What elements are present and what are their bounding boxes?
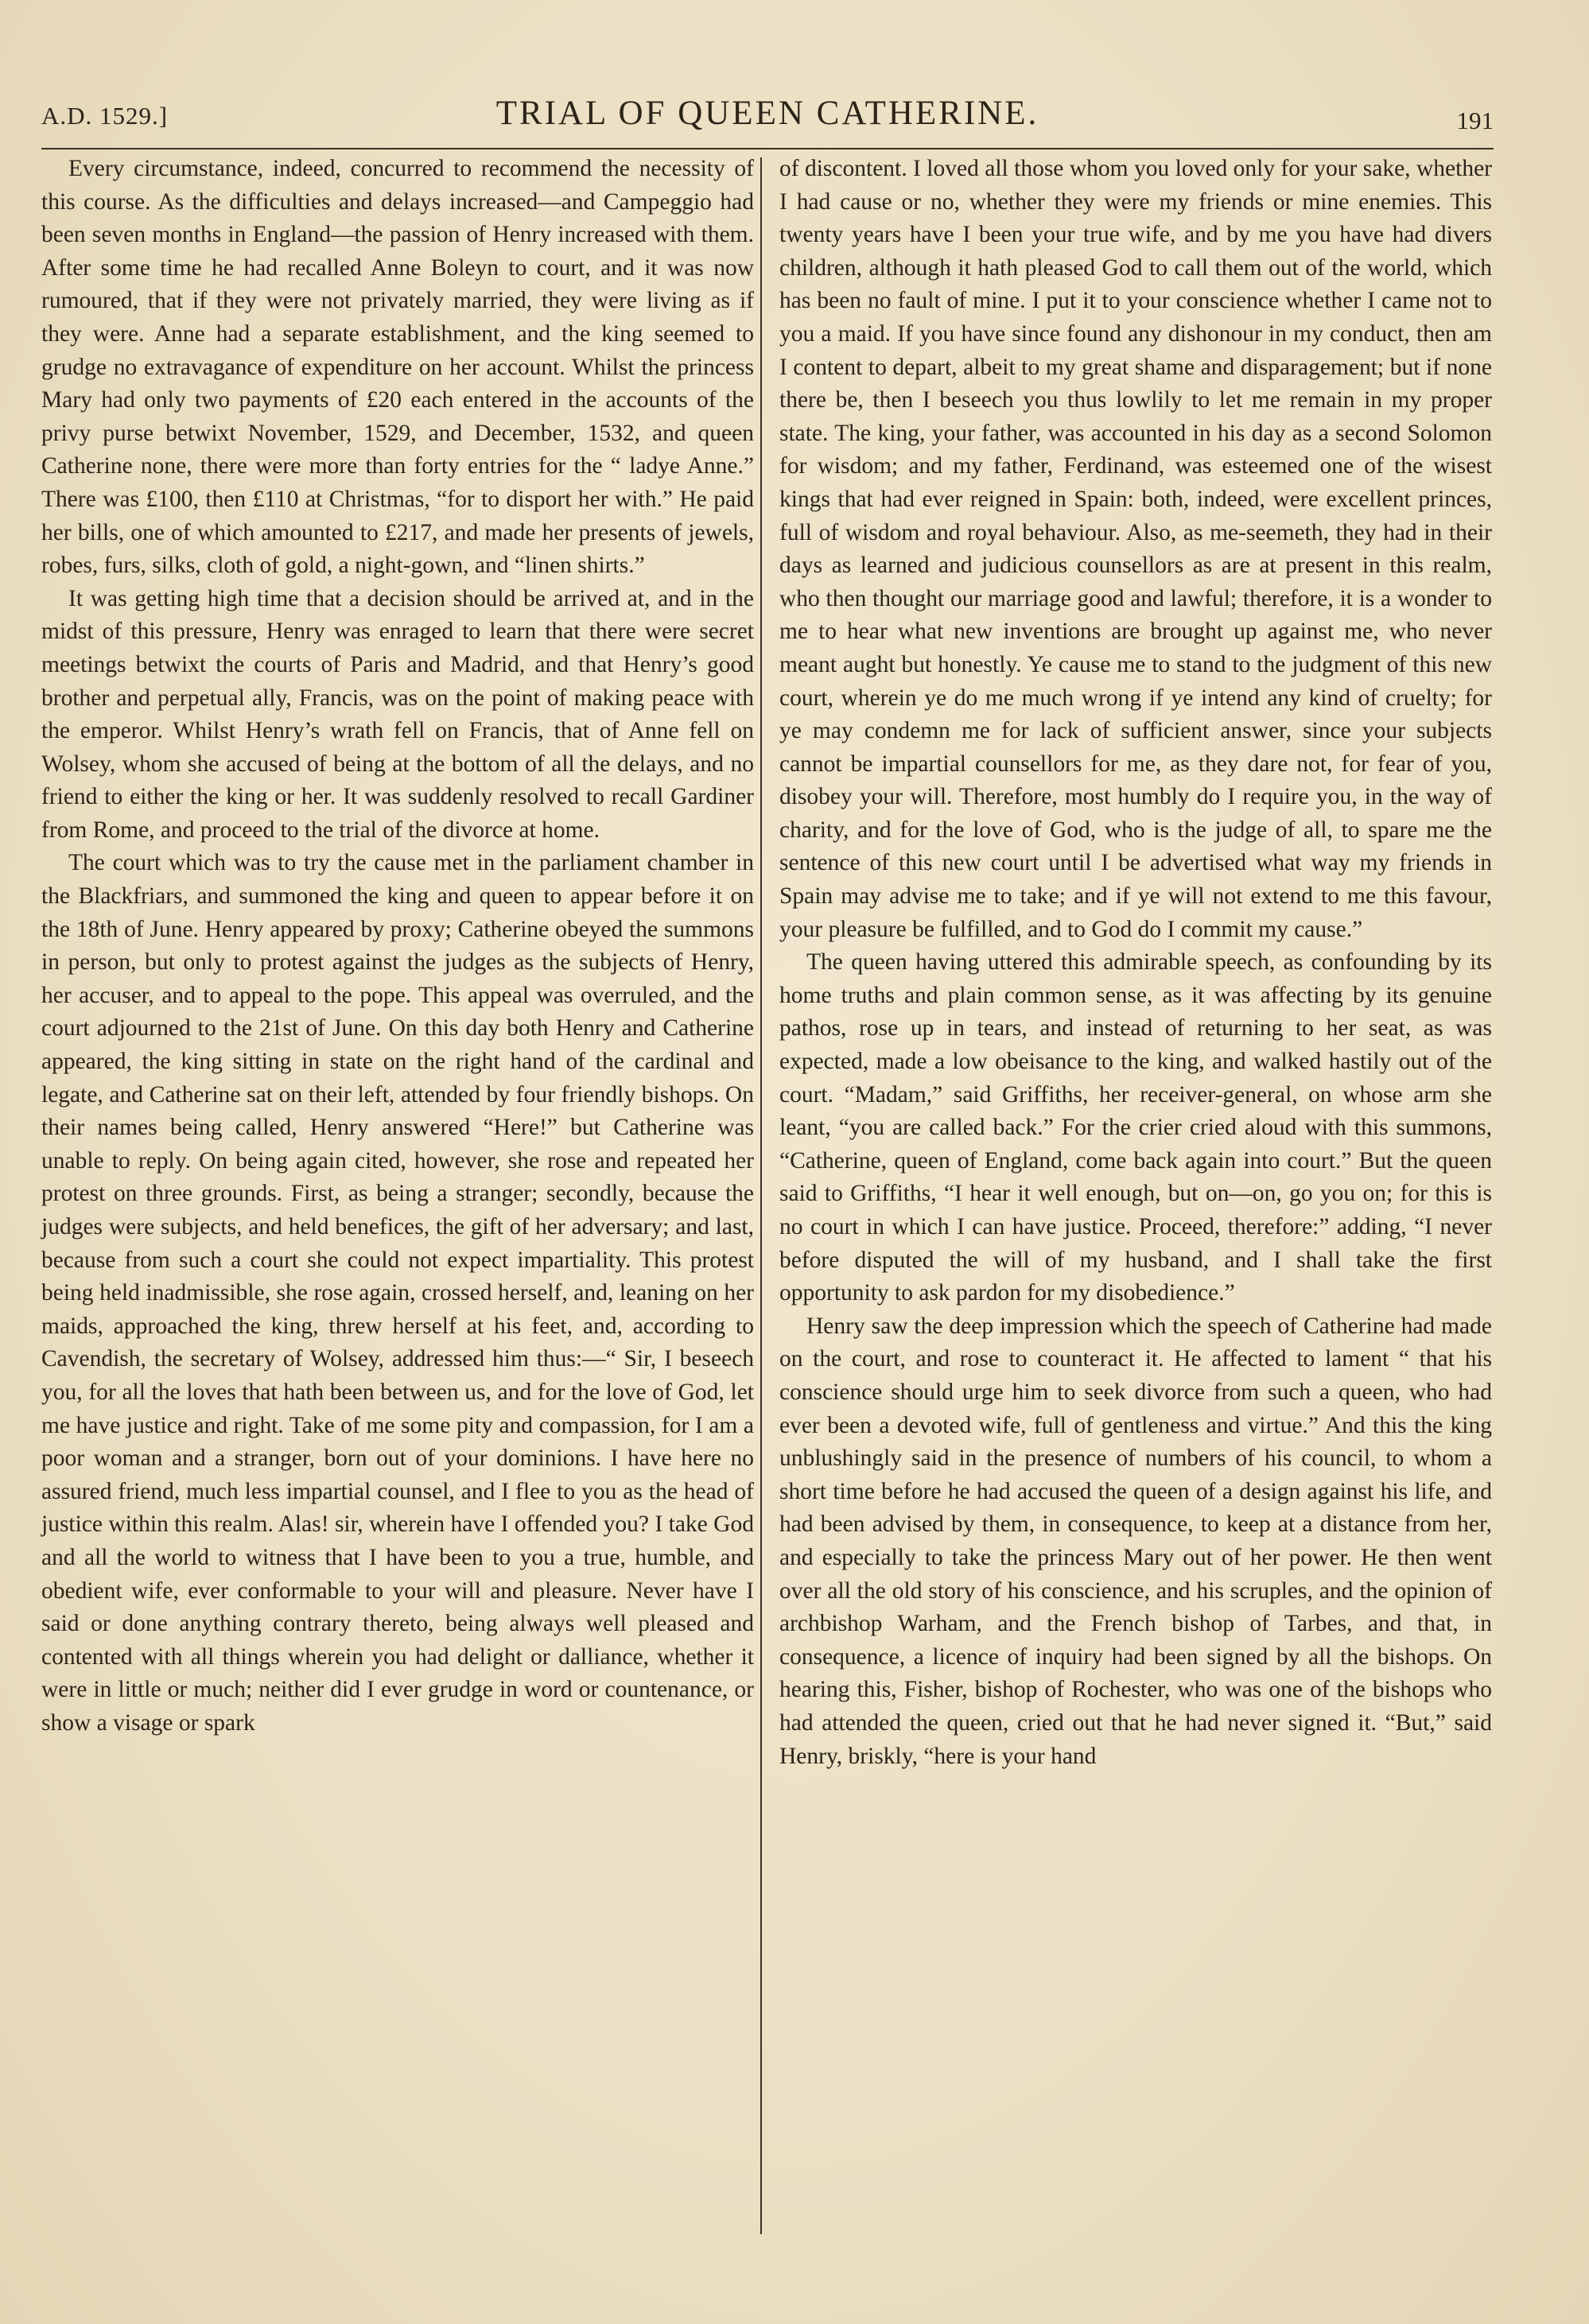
right-column — [779, 153, 1492, 1773]
running-head — [41, 94, 1494, 142]
left-column — [41, 153, 754, 1740]
column-divider — [760, 157, 762, 2234]
page-number: 191 — [1456, 107, 1494, 134]
header-rule — [41, 148, 1494, 149]
paragraph: Every circumstance, indeed, concurred to recommend the necessity of this course. As the difficulties and delays increased—and Campeggio had been seven months in England—the passion of Henry increased with them. After some time he had recalled Anne Boleyn to court, and it was now rumoured, that if they were not privately married, they were living as if they were. Anne had a separate establishment, and the king seemed to grudge no extravagance of expenditure on her account. Whilst the princess Mary had only two payments of £20 each entered in the accounts of the privy purse betwixt November, 1529, and December, 1532, and queen Catherine none, there were more than forty entries for the “ ladye Anne.” There was £100, then £110 at Christmas, “for to disport her with.” He paid her bills, one of which amounted to £217, and made her presents of jewels, robes, furs, silks, cloth of gold, a night-gown, and “linen shirts.” — [41, 156, 754, 579]
paragraph: Henry saw the deep impression which the speech of Catherine had made on the court, and rose to counteract it. He affected to lament “ that his conscience should urge him to seek divorce from such a queen, who had ever been a devoted wife, full of gentleness and virtue.” And this the king unblushingly said in the presence of numbers of his council, to whom a short time before he had accused the queen of a design against his life, and had been advised by them, in consequence, to keep at a distance from her, and especially to take the princess Mary out of her power. He then went over all the old story of his conscience, and his scruples, and the opinion of archbishop Warham, and the French bishop of Tarbes, and that, in consequence, a licence of inquiry had been signed by all the bishops. On hearing this, Fisher, bishop of Rochester, who was one of the bishops who had attended the queen, cried out that he had never signed it. “But,” said Henry, briskly, “here is your hand — [779, 1313, 1492, 1769]
header-date: A.D. 1529.] — [41, 102, 169, 130]
header-title: TRIAL OF QUEEN CATHERINE. — [495, 95, 1039, 132]
paragraph: It was getting high time that a decision should be arrived at, and in the midst of this pressure, Henry was enraged to learn that there were secret meetings betwixt the courts of Paris and Madrid, and that Henry’s good brother and perpetual ally, Francis, was on the point of making peace with the emperor. Whilst Henry’s wrath fell on Francis, that of Anne fell on Wolsey, whom she accused of being at the bottom of all the delays, and no friend to either the king or her. It was suddenly resolved to recall Gardiner from Rome, and proceed to the trial of the divorce at home. — [41, 585, 754, 843]
paragraph: of discontent. I loved all those whom you loved only for your sake, whether I had cause or no, whether they were my friends or mine enemies. This twenty years have I been your true wife, and by me you have had divers children, although it hath pleased God to call them out of the world, which has been no fault of mine. I put it to your conscience whether I came not to you a maid. If you have since found any dishonour in my conduct, then am I content to depart, albeit to my great shame and disparagement; but if none there be, then I beseech you thus lowlily to let me remain in my proper state. The king, your father, was accounted in his day as a second Solomon for wisdom; and my father, Ferdinand, was esteemed one of the wisest kings that had ever reigned in Spain: both, indeed, were excellent princes, full of wisdom and royal behaviour. Also, as me-seemeth, they had in their days as learned and judicious counsellors as are at present in this realm, who then thought our marriage good and lawful; therefore, it is a wonder to me to hear what new inventions are brought up against me, who never meant aught but honestly. Ye cause me to stand to the judgment of this new court, wherein ye do me much wrong if ye intend any kind of cruelty; for ye may condemn me for lack of sufficient answer, since your subjects cannot be impartial counsellors for me, as they dare not, for fear of you, disobey your will. Therefore, most humbly do I require you, in the way of charity, and for the love of God, who is the judge of all, to spare me the sentence of this new court until I be advertised what way my friends in Spain may advise me to take; and if ye will not extend to me this favour, your pleasure be fulfilled, and to God do I commit my cause.” — [779, 156, 1492, 942]
paragraph: The queen having uttered this admirable speech, as confounding by its home truths and plain common sense, as it was affecting by its genuine pathos, rose up in tears, and instead of returning to her seat, as was expected, made a low obeisance to the king, and walked hastily out of the court. “Madam,” said Griffiths, her receiver-general, on whose arm she leant, “you are called back.” For the crier cried aloud with this summons, “Catherine, queen of England, come back again into court.” But the queen said to Griffiths, “I hear it well enough, but on—on, go you on; for this is no court in which I can have justice. Proceed, therefore:” adding, “I never before disputed the will of my husband, and I shall take the first opportunity to ask pardon for my disobedience.” — [779, 949, 1492, 1306]
paragraph: The court which was to try the cause met in the parliament chamber in the Blackfriars, and summoned the king and queen to appear before it on the 18th of June. Henry appeared by proxy; Catherine obeyed the summons in person, but only to protest against the judges as the subjects of Henry, her accuser, and to appeal to the pope. This appeal was overruled, and the court adjourned to the 21st of June. On this day both Henry and Catherine appeared, the king sitting in state on the right hand of the cardinal and legate, and Catherine sat on their left, attended by four friendly bishops. On their names being called, Henry answered “Here!” but Catherine was unable to reply. On being again cited, however, she rose and repeated her protest on three grounds. First, as being a stranger; secondly, because the judges were subjects, and held benefices, the gift of her adversary; and last, because from such a court she could not expect impartiality. This protest being held inadmissible, she rose again, crossed herself, and, leaning on her maids, approached the king, threw herself at his feet, and, according to Cavendish, the secretary of Wolsey, addressed him thus:—“ Sir, I beseech you, for all the loves that hath been between us, and for the love of God, let me have justice and right. Take of me some pity and compassion, for I am a poor woman and a stranger, born out of your dominions. I have here no assured friend, much less impartial counsel, and I flee to you as the head of justice within this realm. Alas! sir, wherein have I offended you? I take God and all the world to witness that I have been to you a true, humble, and obedient wife, ever conformable to your will and pleasure. Never have I said or done anything contrary thereto, being always well pleased and contented with all things wherein you had delight or dalliance, whether it were in little or much; neither did I ever grudge in word or countenance, or show a visage or spark — [41, 850, 754, 1736]
